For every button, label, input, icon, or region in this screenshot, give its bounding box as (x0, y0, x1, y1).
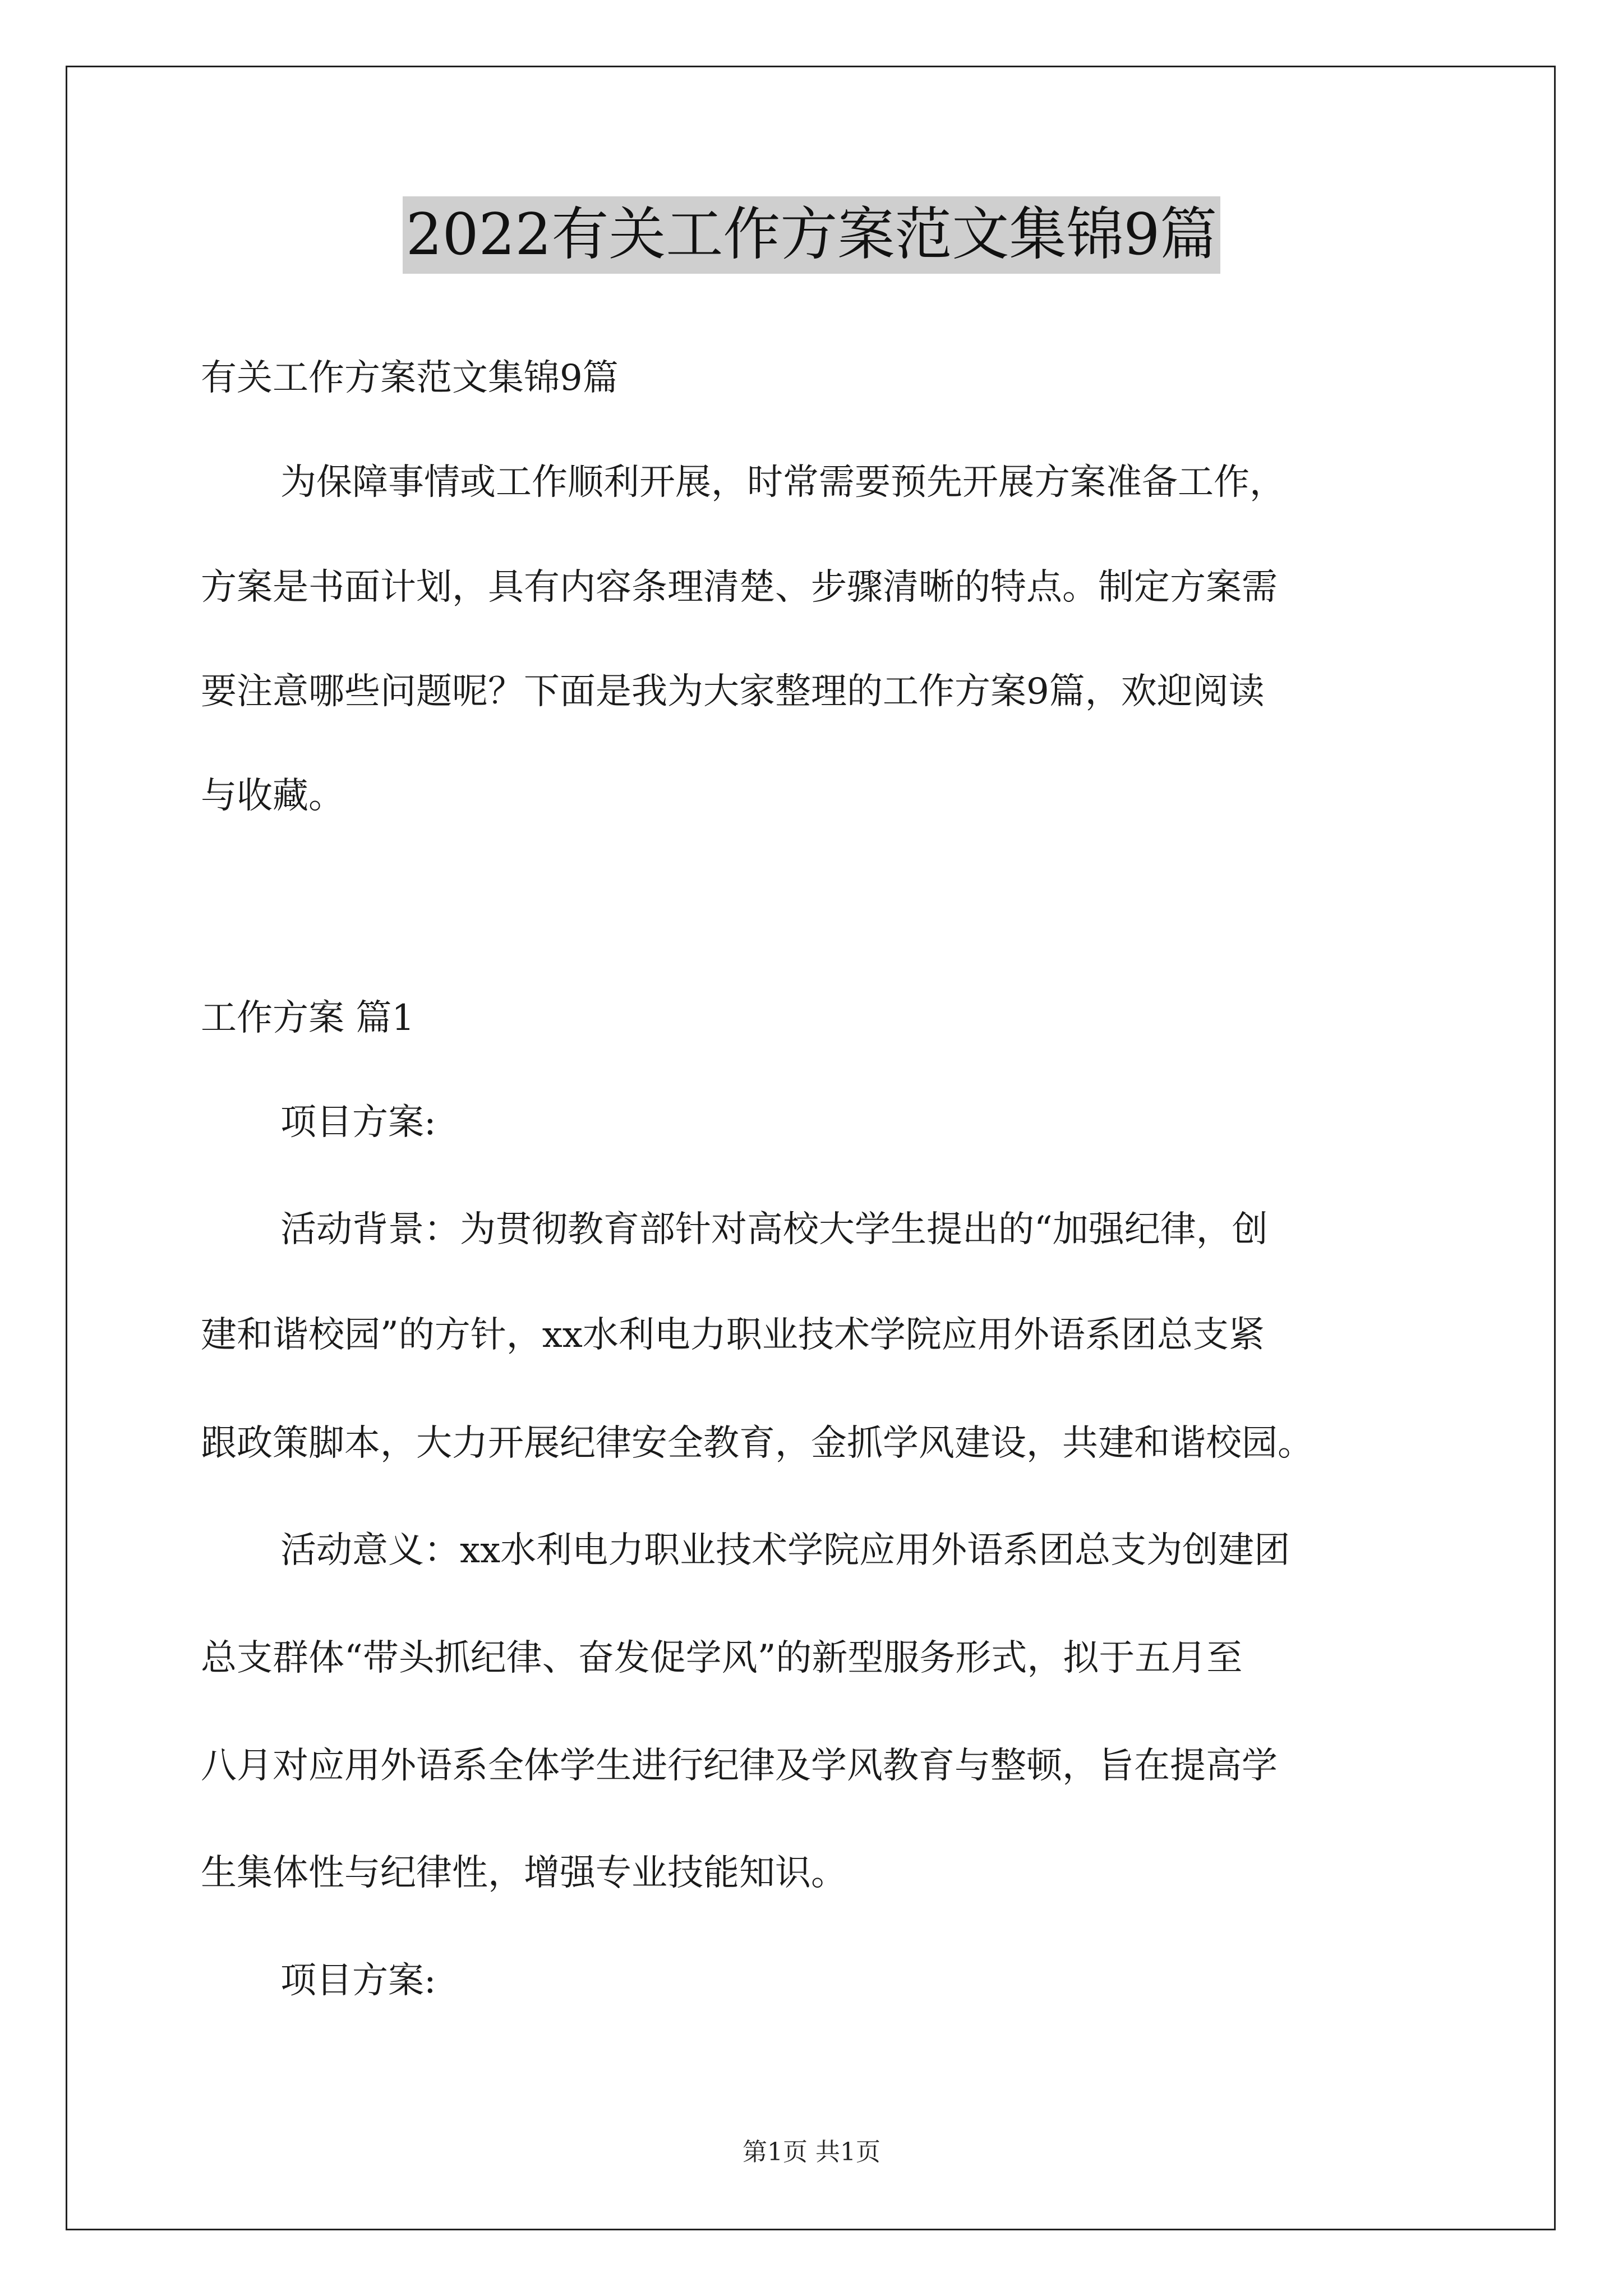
document-title: 2022有关工作方案范文集锦9篇 (403, 196, 1220, 274)
body-line: 跟政策脚本，大力开展纪律安全教育，金抓学风建设，共建和谐校园。 (201, 1423, 1313, 1464)
section-heading: 工作方案 篇1 (201, 997, 415, 1039)
subtitle-line: 有关工作方案范文集锦9篇 (201, 357, 619, 399)
page-footer: 第1页 共1页 (743, 2138, 880, 2166)
title-container (0, 196, 1623, 274)
body-line: 八月对应用外语系全体学生进行纪律及学风教育与整顿，旨在提高学 (201, 1745, 1278, 1787)
body-line: 活动意义：xx水利电力职业技术学院应用外语系团总支为创建团 (280, 1530, 1290, 1571)
body-line: 总支群体“带头抓纪律、奋发促学风”的新型服务形式，拟于五月至 (201, 1637, 1243, 1679)
body-line: 活动背景：为贯彻教育部针对高校大学生提出的“加强纪律，创 (280, 1209, 1268, 1250)
body-line: 方案是书面计划，具有内容条理清楚、步骤清晰的特点。制定方案需 (201, 567, 1278, 608)
body-line: 生集体性与纪律性，增强专业技能知识。 (201, 1852, 847, 1894)
body-line: 项目方案: (280, 1102, 436, 1143)
body-line: 与收藏。 (201, 775, 344, 817)
body-line: 建和谐校园”的方针，xx水利电力职业技术学院应用外语系团总支紧 (201, 1314, 1265, 1356)
body-line: 项目方案: (280, 1960, 436, 2001)
body-line: 为保障事情或工作顺利开展，时常需要预先开展方案准备工作， (280, 462, 1285, 503)
body-line: 要注意哪些问题呢？下面是我为大家整理的工作方案9篇，欢迎阅读 (201, 671, 1265, 712)
